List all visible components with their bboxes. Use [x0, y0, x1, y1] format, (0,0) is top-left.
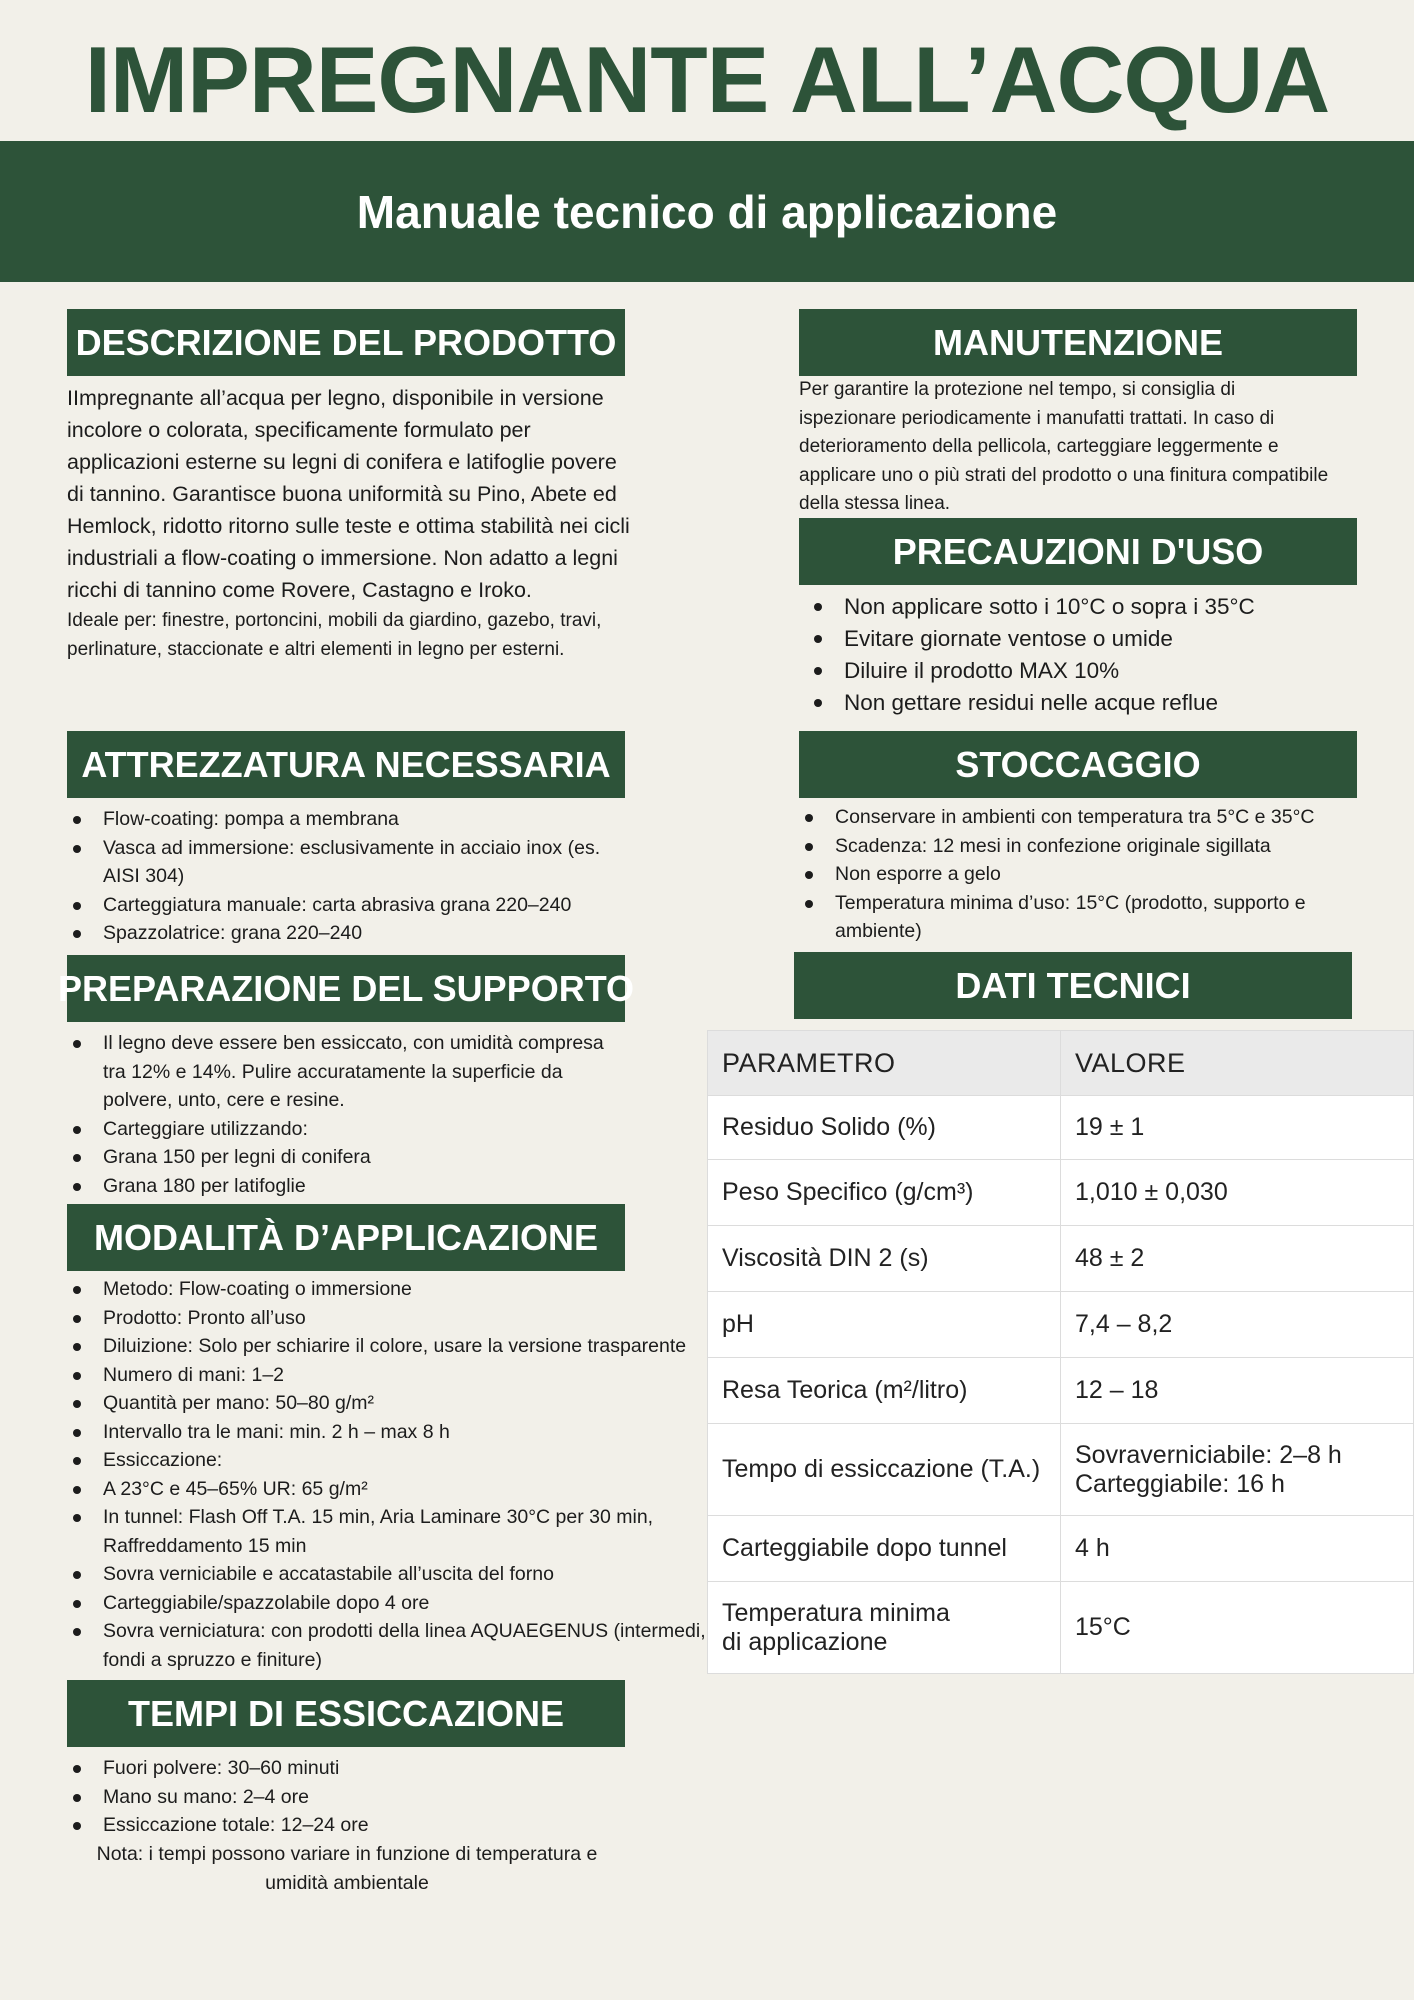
section-heading-tempi: TEMPI DI ESSICCAZIONE — [67, 1680, 625, 1747]
valore-cell: 1,010 ± 0,030 — [1061, 1160, 1414, 1226]
tempi-note: Nota: i tempi possono variare in funzione di temperatura e umidità ambientale — [96, 1842, 598, 1894]
section-heading-manutenzione: MANUTENZIONE — [799, 309, 1357, 376]
table-row — [708, 1516, 1414, 1582]
modalita-item: In tunnel: Flash Off T.A. 15 min, Aria Laminare 30°C per 30 min, Raffreddamento 15 min — [103, 1503, 707, 1560]
attrezzatura-item: Vasca ad immersione: esclusivamente in acciaio inox (es. AISI 304) — [103, 834, 627, 891]
precauzioni-item: Evitare giornate ventose o umide — [840, 623, 1354, 655]
table-row — [708, 1160, 1414, 1226]
tempi-item: Fuori polvere: 30–60 minuti — [103, 1754, 627, 1783]
stoccaggio-item: Non esporre a gelo — [835, 860, 1359, 889]
precauzioni-item: Non gettare residui nelle acque reflue — [840, 687, 1354, 719]
table-header-row — [708, 1031, 1414, 1096]
precauzioni-list — [804, 591, 1354, 719]
parametro-cell: Resa Teorica (m²/litro) — [708, 1358, 1061, 1424]
modalita-item: Prodotto: Pronto all’uso — [103, 1304, 707, 1333]
section-heading-stoccaggio: STOCCAGGIO — [799, 731, 1357, 798]
modalita-item: Intervallo tra le mani: min. 2 h – max 8 h — [103, 1418, 707, 1447]
parametro-cell: Temperatura minima di applicazione — [708, 1582, 1061, 1674]
table-body — [708, 1096, 1414, 1674]
parametro-cell: Carteggiabile dopo tunnel — [708, 1516, 1061, 1582]
section-heading-precauzioni: PRECAUZIONI D'USO — [799, 518, 1357, 585]
preparazione-list — [67, 1029, 627, 1200]
parametro-cell: Tempo di essiccazione (T.A.) — [708, 1424, 1061, 1516]
valore-cell: Sovraverniciabile: 2–8 h Carteggiabile: 16 h — [1061, 1424, 1414, 1516]
section-precauzioni — [804, 591, 1354, 719]
document-title: IMPREGNANTE ALL’ACQUA — [84, 27, 1330, 132]
stoccaggio-item: Scadenza: 12 mesi in confezione originale sigillata — [835, 832, 1359, 861]
section-heading-attrezzatura: ATTREZZATURA NECESSARIA — [67, 731, 625, 798]
parametro-cell: pH — [708, 1292, 1061, 1358]
precauzioni-item: Non applicare sotto i 10°C o sopra i 35°C — [840, 591, 1354, 623]
section-modalita — [67, 1275, 707, 1674]
section-manutenzione — [799, 376, 1329, 519]
column-header-valore: VALORE — [1061, 1031, 1414, 1096]
modalita-list — [67, 1275, 707, 1674]
attrezzatura-item: Carteggiatura manuale: carta abrasiva grana 220–240 — [103, 891, 627, 920]
modalita-item: Quantità per mano: 50–80 g/m² — [103, 1389, 707, 1418]
manutenzione-text: Per garantire la protezione nel tempo, si consiglia di ispezionare periodicamente i manufatti trattati. In caso di deterioramento della pellicola, carteggiare leggermente e applicare uno o più strati del prodotto o una finitura compatibile della stessa linea. — [799, 379, 1329, 514]
subtitle-band — [0, 141, 1414, 282]
modalita-item: A 23°C e 45–65% UR: 65 g/m² — [103, 1475, 707, 1504]
descrizione-ideal: Ideale per: finestre, portoncini, mobili da giardino, gazebo, travi, perlinature, staccionate e altri elementi in legno per esterni. — [67, 610, 602, 660]
stoccaggio-item: Conservare in ambienti con temperatura tra 5°C e 35°C — [835, 803, 1359, 832]
section-stoccaggio — [799, 803, 1359, 946]
parametro-cell: Peso Specifico (g/cm³) — [708, 1160, 1061, 1226]
column-header-parametro: PARAMETRO — [708, 1031, 1061, 1096]
section-heading-preparazione: PREPARAZIONE DEL SUPPORTO — [67, 955, 625, 1022]
attrezzatura-item: Spazzolatrice: grana 220–240 — [103, 919, 627, 948]
parametro-cell: Residuo Solido (%) — [708, 1096, 1061, 1160]
stoccaggio-list — [799, 803, 1359, 946]
section-tempi — [67, 1754, 627, 1898]
attrezzatura-item: Flow-coating: pompa a membrana — [103, 805, 627, 834]
preparazione-item: Carteggiare utilizzando: — [103, 1115, 627, 1144]
table-row — [708, 1582, 1414, 1674]
stoccaggio-item: Temperatura minima d’uso: 15°C (prodotto, supporto e ambiente) — [835, 889, 1359, 946]
modalita-item: Metodo: Flow-coating o immersione — [103, 1275, 707, 1304]
table-row — [708, 1292, 1414, 1358]
descrizione-text: IImpregnante all’acqua per legno, disponibile in versione incolore o colorata, specificamente formulato per applicazioni esterne su legni di conifera e latifoglie povere di tannino. Garantisce buona uniformità su Pino, Abete ed Hemlock, ridotto ritorno sulle teste e ottima stabilità nei cicli industriali a flow-coating o immersione. Non adatto a legni ricchi di tannino come Rovere, Castagno e Iroko. — [67, 386, 630, 602]
modalita-item: Diluizione: Solo per schiarire il colore, usare la versione trasparente — [103, 1332, 707, 1361]
section-heading-modalita: MODALITÀ D’APPLICAZIONE — [67, 1204, 625, 1271]
document-subtitle: Manuale tecnico di applicazione — [356, 185, 1058, 238]
valore-cell: 48 ± 2 — [1061, 1226, 1414, 1292]
attrezzatura-list — [67, 805, 627, 948]
section-descrizione — [67, 382, 637, 664]
section-heading-descrizione: DESCRIZIONE DEL PRODOTTO — [67, 309, 625, 376]
parametro-cell: Viscosità DIN 2 (s) — [708, 1226, 1061, 1292]
modalita-item: Carteggiabile/spazzolabile dopo 4 ore — [103, 1589, 707, 1618]
preparazione-item: Grana 180 per latifoglie — [103, 1172, 627, 1201]
table-row — [708, 1358, 1414, 1424]
table-row — [708, 1424, 1414, 1516]
tempi-item: Mano su mano: 2–4 ore — [103, 1783, 627, 1812]
modalita-item: Sovra verniciatura: con prodotti della linea AQUAEGENUS (intermedi, fondi a spruzzo e finiture) — [103, 1617, 707, 1674]
table-row — [708, 1226, 1414, 1292]
tempi-list — [67, 1754, 627, 1840]
tempi-item: Essiccazione totale: 12–24 ore — [103, 1811, 627, 1840]
precauzioni-item: Diluire il prodotto MAX 10% — [840, 655, 1354, 687]
preparazione-item: Grana 150 per legni di conifera — [103, 1143, 627, 1172]
valore-cell: 15°C — [1061, 1582, 1414, 1674]
section-preparazione — [67, 1029, 627, 1200]
table-row — [708, 1096, 1414, 1160]
section-attrezzatura — [67, 805, 627, 948]
section-heading-dati-tecnici: DATI TECNICI — [794, 952, 1352, 1019]
modalita-item: Numero di mani: 1–2 — [103, 1361, 707, 1390]
valore-cell: 7,4 – 8,2 — [1061, 1292, 1414, 1358]
modalita-item: Essiccazione: — [103, 1446, 707, 1475]
preparazione-item: Il legno deve essere ben essiccato, con umidità compresa tra 12% e 14%. Pulire accuratamente la superficie da polvere, unto, cere e resine. — [103, 1029, 627, 1115]
valore-cell: 12 – 18 — [1061, 1358, 1414, 1424]
valore-cell: 4 h — [1061, 1516, 1414, 1582]
dati-tecnici-table — [707, 1030, 1414, 1674]
modalita-item: Sovra verniciabile e accatastabile all’uscita del forno — [103, 1560, 707, 1589]
valore-cell: 19 ± 1 — [1061, 1096, 1414, 1160]
